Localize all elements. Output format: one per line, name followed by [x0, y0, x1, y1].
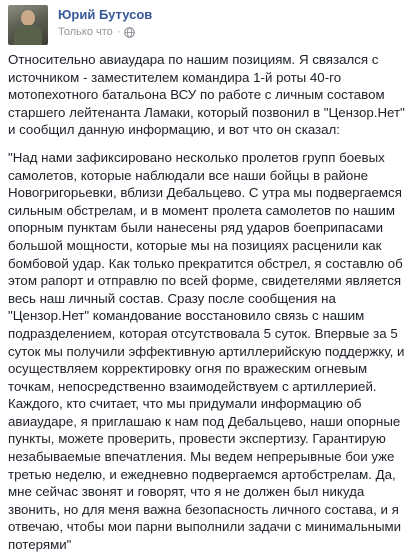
globe-icon[interactable]	[124, 27, 135, 38]
post-header	[8, 5, 152, 45]
author-avatar[interactable]	[8, 5, 48, 45]
author-name[interactable]: Юрий Бутусов	[58, 7, 153, 22]
timestamp-line	[58, 26, 152, 39]
avatar-body	[14, 25, 42, 45]
meta-separator: ·	[116, 26, 121, 38]
avatar-head	[21, 10, 35, 26]
post-paragraph-quote: "Над нами зафиксировано несколько пролетов групп боевых самолетов, которые наблюдали все наши бойцы в районе Новогригорьевки, вблизи Дебальцево. С утра мы подвергаемся сильным обстрелам, и в момент пролета самолетов по нашим опорным пунктам были нанесены ряд ударов боеприпасами большой мощности, которые мы на позициях расценили как бомбовой удар. Как только прекратится обстрел, я составлю об этом рапорт и отправлю по всей форме, свидетелями является весь наш личный состав. Сразу после сообщения на "Цензор.Нет" командование восстановило связь с нашим подразделением, которая отсутствовала 5 суток. Впервые за 5 суток мы получили эффективную артиллерийскую поддержку, и осуществляем корректировку огня по вражеским огневым точкам, непосредственно взаимодействуем с артиллерией. Каждого, кто считает, что мы придумали информацию об авиаударе, я приглашаю к нам под Дебальцево, наши опорные пункты, можете проверить, провести экспертизу. Гарантирую незабываемые впечатления. Мы ведем непрерывные бои уже третью неделю, и ежедневно подвергаемся артобстрелам. Да, мне сейчас звонят и говорят, что я не должен был никуда звонить, но для меня важна безопасность личного состава, и я отвечаю, чтобы мои парни выполнили задачи с минимальными потерями"	[8, 149, 405, 553]
post-timestamp[interactable]: Только что	[58, 26, 113, 38]
post-paragraph-intro: Относительно авиаудара по нашим позициям. Я связался с источником - заместителем командира 1-й роты 40-го мотопехотного батальона ВСУ по работе с личным составом старшего лейтенанта Ламаки, который позвонил в "Цензор.Нет" и сообщил данную информацию, и вот что он сказал:	[8, 52, 405, 138]
post-meta	[58, 7, 152, 39]
post-text	[8, 51, 413, 554]
